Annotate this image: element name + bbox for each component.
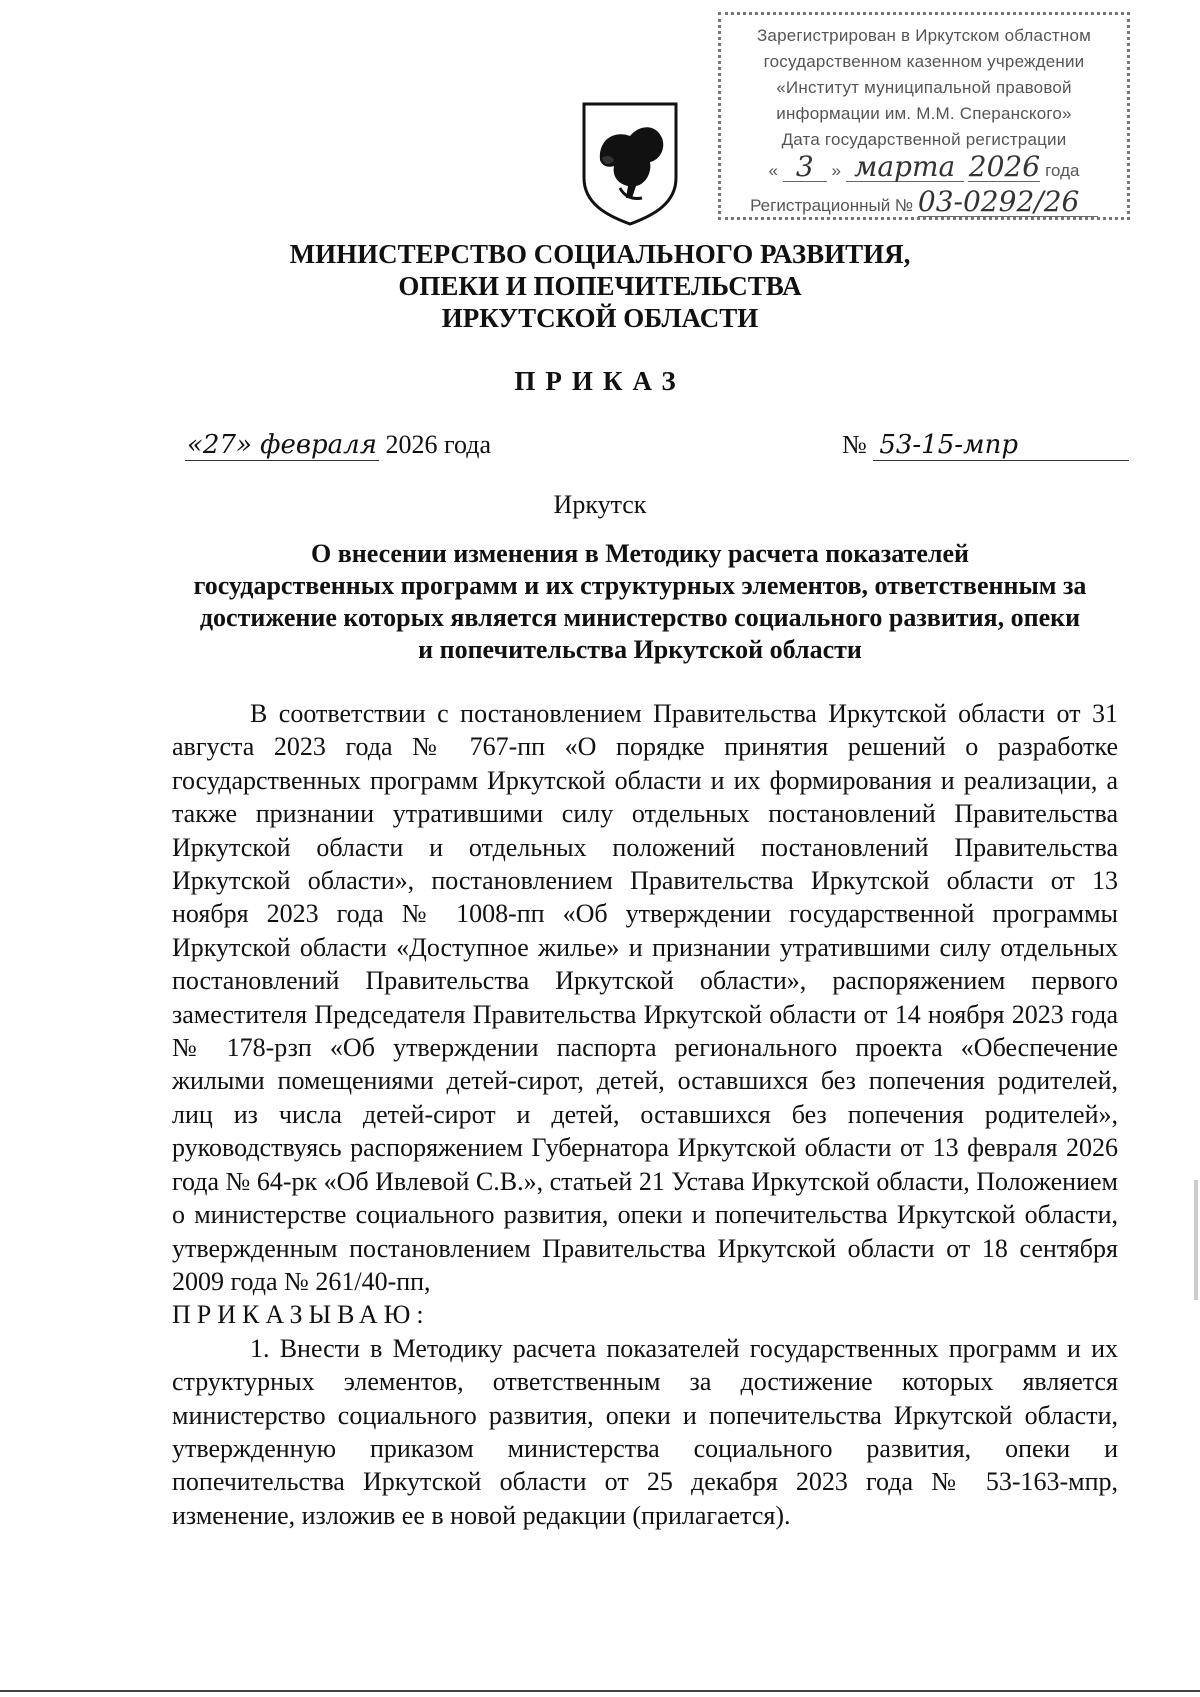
bottom-rule <box>0 1690 1200 1692</box>
stamp-line-1: Зарегистрирован в Иркутском областном <box>756 26 1092 45</box>
order-number <box>842 430 1129 461</box>
order-date-handwritten: «27» февраля <box>187 430 377 460</box>
stamp-date-row <box>721 150 1127 188</box>
subject-line-3: достижение которых является министерство социального развития, опеки <box>199 603 1081 632</box>
coat-of-arms-icon <box>580 100 680 226</box>
item-1-paragraph: 1. Внести в Методику расчета показателей государственных программ и их структурных элементов, ответственным за достижение которых является министерство социального развития, опеки и попечительства Иркутской области, утвержденную приказом министерства социального развития, опеки и попечительства Иркутской области от 25 декабря 2023 года № 53-163-мпр, изменение, изложив ее в новой редакции (прилагается). <box>172 1333 1118 1530</box>
ministry-heading <box>0 238 1200 334</box>
stamp-date-close: » <box>831 161 841 180</box>
stamp-reg-row <box>721 185 1127 223</box>
stamp-line-4: информации им. М.М. Сперанского» <box>776 104 1072 123</box>
document-type-title: ПРИКАЗ <box>514 366 686 396</box>
subject-line-4: и попечительства Иркутской области <box>418 635 862 664</box>
stamp-line-2: государственном казенном учреждении <box>763 52 1085 71</box>
subject-line-1: О внесении изменения в Методику расчета показателей <box>310 539 970 568</box>
stamp-reg-label: Регистрационный № <box>750 196 914 215</box>
stamp-date-month: марта <box>846 153 964 182</box>
stamp-reg-number: 03-0292/26 <box>918 188 1098 217</box>
stamp-date-day: 3 <box>783 153 827 182</box>
stamp-date-suffix: года <box>1045 161 1080 180</box>
order-body <box>172 697 1118 1532</box>
registration-stamp <box>718 12 1130 220</box>
ministry-line-1: МИНИСТЕРСТВО СОЦИАЛЬНОГО РАЗВИТИЯ, <box>289 239 911 269</box>
preamble-paragraph: В соответствии с постановлением Правительства Иркутской области от 31 августа 2023 года № 767-пп «О порядке принятия решений о разработке государственных программ Иркутской области и их формирования и реализации, а также признании утратившими силу отдельных постановлений Правительства Иркутской области и отдельных положений постановлений Правительства Иркутской области», постановлением Правительства Иркутской области от 13 ноября 2023 года № 1008-пп «Об утверждении государственной программы Иркутской области «Доступное жилье» и признании утратившими силу отдельных постановлений Правительства Иркутской области», распоряжением первого заместителя Председателя Правительства Иркутской области от 14 ноября 2023 года № 178-рзп «Об утверждении паспорта регионального проекта «Обеспечение жилыми помещениями детей-сирот, детей, оставшихся без попечения родителей, лиц из числа детей-сирот и детей, оставшихся без попечения родителей», руководствуясь распоряжением Губернатора Иркутской области от 13 февраля 2026 года № 64-рк «Об Ивлевой С.В.», статьей 21 Устава Иркутской области, Положением о министерстве социального развития, опеки и попечительства Иркутской области, утвержденным постановлением Правительства Иркутской области от 18 сентября 2009 года № 261/40-пп, <box>172 699 1118 1296</box>
stamp-line-3: «Институт муниципальной правовой <box>776 78 1072 97</box>
order-date-year: 2026 года <box>385 430 491 459</box>
subject-line-2: государственных программ и их структурных элементов, ответственным за <box>193 571 1087 600</box>
stamp-line-5: Дата государственной регистрации <box>781 130 1067 149</box>
order-date <box>185 430 491 460</box>
order-subject <box>160 538 1120 666</box>
ministry-line-2: ОПЕКИ И ПОПЕЧИТЕЛЬСТВА <box>398 271 802 301</box>
order-number-handwritten: 53-15-мпр <box>873 430 1129 461</box>
ministry-line-3: ИРКУТСКОЙ ОБЛАСТИ <box>441 303 759 333</box>
scan-edge-mark <box>1194 1180 1198 1300</box>
order-number-label: № <box>842 430 867 459</box>
stamp-date-open: « <box>768 161 779 180</box>
stamp-date-year: 2026 <box>968 150 1041 183</box>
city-name: Иркутск <box>553 490 647 519</box>
prikazyvayu-heading: ПРИКАЗЫВАЮ: <box>172 1300 430 1330</box>
